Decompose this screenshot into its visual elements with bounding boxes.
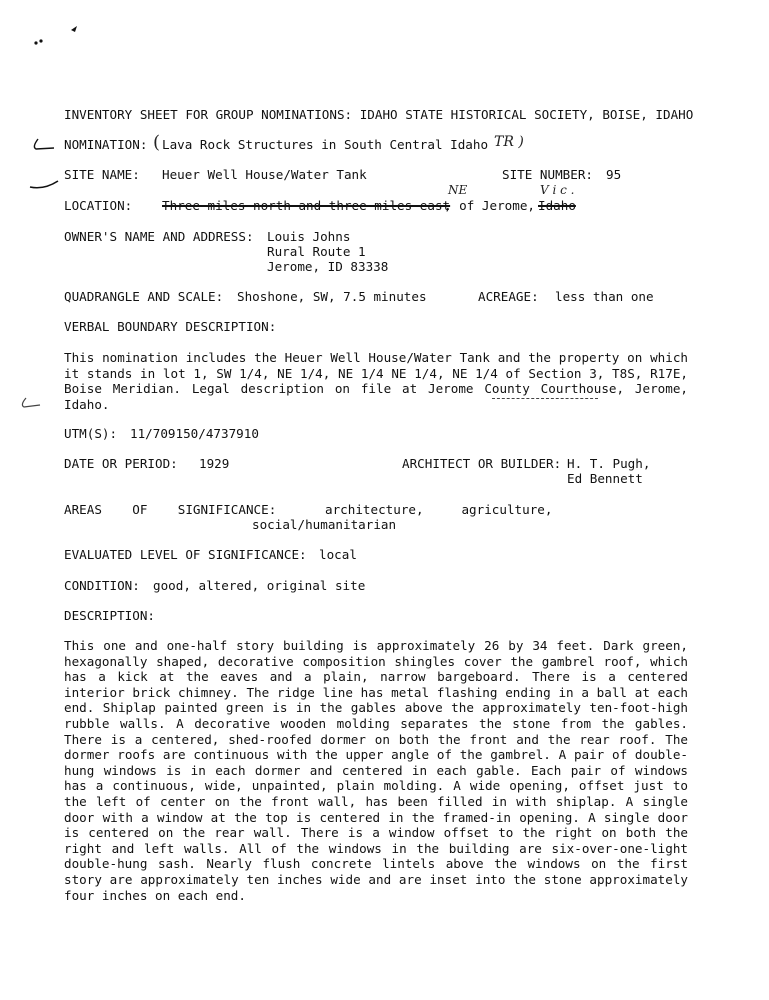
check-mark-icon (18, 396, 44, 410)
condition-value: good, altered, original site (153, 578, 366, 593)
location-handwritten-ne: NE (448, 183, 468, 197)
architect-name: Ed Bennett (567, 471, 643, 486)
location-struck-text: Three miles north and three miles east (162, 198, 451, 213)
evaluated-label: EVALUATED LEVEL OF SIGNIFICANCE: (64, 547, 307, 562)
nomination-label: NOMINATION: (64, 137, 148, 152)
owner-line: Louis Johns (267, 229, 351, 244)
location-label: LOCATION: (64, 198, 133, 213)
location-rest: , of Jerome, (444, 198, 535, 213)
header-title: INVENTORY SHEET FOR GROUP NOMINATIONS: IDAHO STATE HISTORICAL SOCIETY, BOISE, IDAHO (64, 107, 694, 122)
date-value: 1929 (199, 456, 230, 471)
owner-line: Jerome, ID 83338 (267, 259, 389, 274)
location-struck-state: Idaho (538, 198, 576, 213)
check-mark-icon (28, 178, 60, 192)
owner-label: OWNER'S NAME AND ADDRESS: (64, 229, 254, 244)
areas-value: architecture, agriculture, (325, 502, 553, 517)
quadrangle-value: Shoshone, SW, 7.5 minutes (237, 289, 427, 304)
areas-value: social/humanitarian (252, 517, 397, 532)
acreage-label: ACREAGE: (478, 289, 539, 304)
areas-label: AREAS OF SIGNIFICANCE: (64, 502, 277, 517)
owner-line: Rural Route 1 (267, 244, 366, 259)
boundary-label: VERBAL BOUNDARY DESCRIPTION: (64, 319, 277, 334)
county-underline (492, 398, 598, 399)
check-mark-icon (30, 137, 56, 151)
description-label: DESCRIPTION: (64, 608, 155, 623)
site-number-label: SITE NUMBER: (502, 167, 593, 182)
location-handwritten-vic: V i c . (540, 183, 575, 197)
nomination-handwritten-tr: TR ) (494, 134, 524, 150)
architect-label: ARCHITECT OR BUILDER: (402, 456, 562, 471)
condition-label: CONDITION: (64, 578, 140, 593)
acreage-value: less than one (555, 289, 654, 304)
utm-label: UTM(S): (64, 426, 118, 441)
date-label: DATE OR PERIOD: (64, 456, 178, 471)
boundary-text: This nomination includes the Heuer Well House/Water Tank and the property on which it stands in lot 1, SW 1/4, NE 1/4, NE 1/4 NE 1/4, NE 1/4 of Section 3, T8S, R17E, Boise Meridian. Legal description on file at Jerome County Courthouse, Jerome, Idaho. (64, 350, 688, 412)
nomination-handwritten-paren: ( (153, 132, 161, 153)
utm-value: 11/709150/4737910 (130, 426, 259, 441)
site-number-value: 95 (606, 167, 622, 182)
stray-pen-marks (30, 22, 90, 52)
quadrangle-label: QUADRANGLE AND SCALE: (64, 289, 224, 304)
evaluated-value: local (319, 547, 357, 562)
nomination-value: Lava Rock Structures in South Central Idaho (162, 137, 489, 152)
description-text: This one and one-half story building is approximately 26 by 34 feet. Dark green, hexagonally shaped, decorative composition shingles cover the gambrel roof, which has a kick at the eaves and a plain, narrow bargeboard. There is a centered interior brick chimney. The ridge line has metal flashing ending in a ball at each end. Shiplap painted green is in the gables above the approximately ten-foot-high rubble walls. A decorative wooden molding separates the stone from the gables. There is a centered, shed-roofed dormer on both the front and the rear roof. The dormer roofs are continuous with the upper angle of the gambrel. A pair of double-hung windows is in each dormer and centered in each gable. Each pair of windows has a continuous, wide, unpainted, plain molding. A wide opening, offset just to the left of center on the front wall, has been filled in with shiplap. A single door with a window at the top is centered in the framed-in opening. A single door is centered on the rear wall. There is a window offset to the right on both the right and left walls. All of the windows in the building are six-over-one-light double-hung sash. Nearly flush concrete lintels above the windows on the first story are approximately ten inches wide and are inset into the stone approximately four inches on each end. (64, 638, 688, 903)
architect-name: H. T. Pugh, (567, 456, 651, 471)
site-name-label: SITE NAME: (64, 167, 140, 182)
site-name-value: Heuer Well House/Water Tank (162, 167, 367, 182)
